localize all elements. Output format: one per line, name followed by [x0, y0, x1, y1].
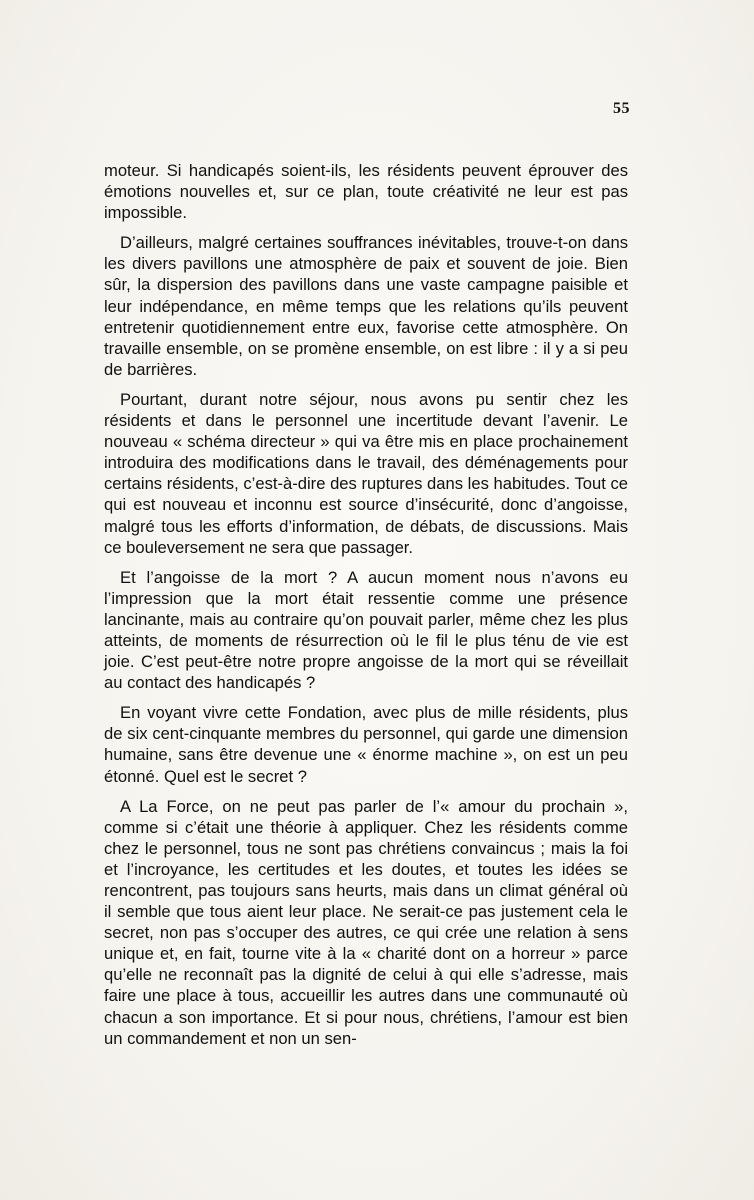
- page-number: 55: [613, 100, 630, 117]
- paragraph-6: A La Force, on ne peut pas parler de l’« amour du prochain », comme si c’était une théorie à appliquer. Chez les résidents comme chez le personnel, tous ne sont pas chrétiens convaincus ; mais la foi et l’incroyance, les certitudes et les doutes, et toutes les idées se rencontrent, pas toujours sans heurts, mais dans un climat général où il semble que tous aient leur place. Ne serait-ce pas justement cela le secret, non pas s’occuper des autres, ce qui crée une relation à sens unique et, en fait, tourne vite à la « charité dont on a horreur » parce qu’elle ne reconnaît pas la dignité de celui à qui elle s’adresse, mais faire une place à tous, accueillir les autres dans une communauté où chacun a son importance. Et si pour nous, chrétiens, l’amour est bien un commandement et non un sen-: [104, 796, 628, 1048]
- body-text: [104, 160, 628, 1058]
- paragraph-2: D’ailleurs, malgré certaines souffrances inévitables, trouve-t-on dans les divers pavillons une atmosphère de paix et souvent de joie. Bien sûr, la dispersion des pavillons dans une vaste campagne paisible et leur indépendance, en même temps que les relations qu’ils peuvent entretenir quotidiennement entre eux, favorise cette atmosphère. On travaille ensemble, on se promène ensemble, on est libre : il y a si peu de barrières.: [104, 233, 628, 379]
- paragraph-3: Pourtant, durant notre séjour, nous avons pu sentir chez les résidents et dans le personnel une incertitude devant l’avenir. Le nouveau « schéma directeur » qui va être mis en place prochainement introduira des modifications dans le travail, des déménagements pour certains résidents, c’est-à-dire des ruptures dans les habitudes. Tout ce qui est nouveau et inconnu est source d’insécurité, donc d’angoisse, malgré tous les efforts d’information, de débats, de discussions. Mais ce bouleversement ne sera que passager.: [104, 389, 628, 557]
- paragraph-5: En voyant vivre cette Fondation, avec plus de mille résidents, plus de six cent-cinquante membres du personnel, qui garde une dimension humaine, sans être devenue une « énorme machine », on est un peu étonné. Quel est le secret ?: [104, 703, 628, 786]
- paragraph-1: moteur. Si handicapés soient-ils, les résidents peuvent éprouver des émotions nouvelles et, sur ce plan, toute créativité ne leur est pas impossible.: [104, 161, 628, 223]
- paragraph-4: Et l’angoisse de la mort ? A aucun moment nous n’avons eu l’impression que la mort était ressentie comme une présence lancinante, mais au contraire qu’on pouvait parler, même chez les plus atteints, de moments de résurrection où le fil le plus ténu de vie est joie. C’est peut-être notre propre angoisse de la mort qui se réveillait au contact des handicapés ?: [104, 567, 628, 693]
